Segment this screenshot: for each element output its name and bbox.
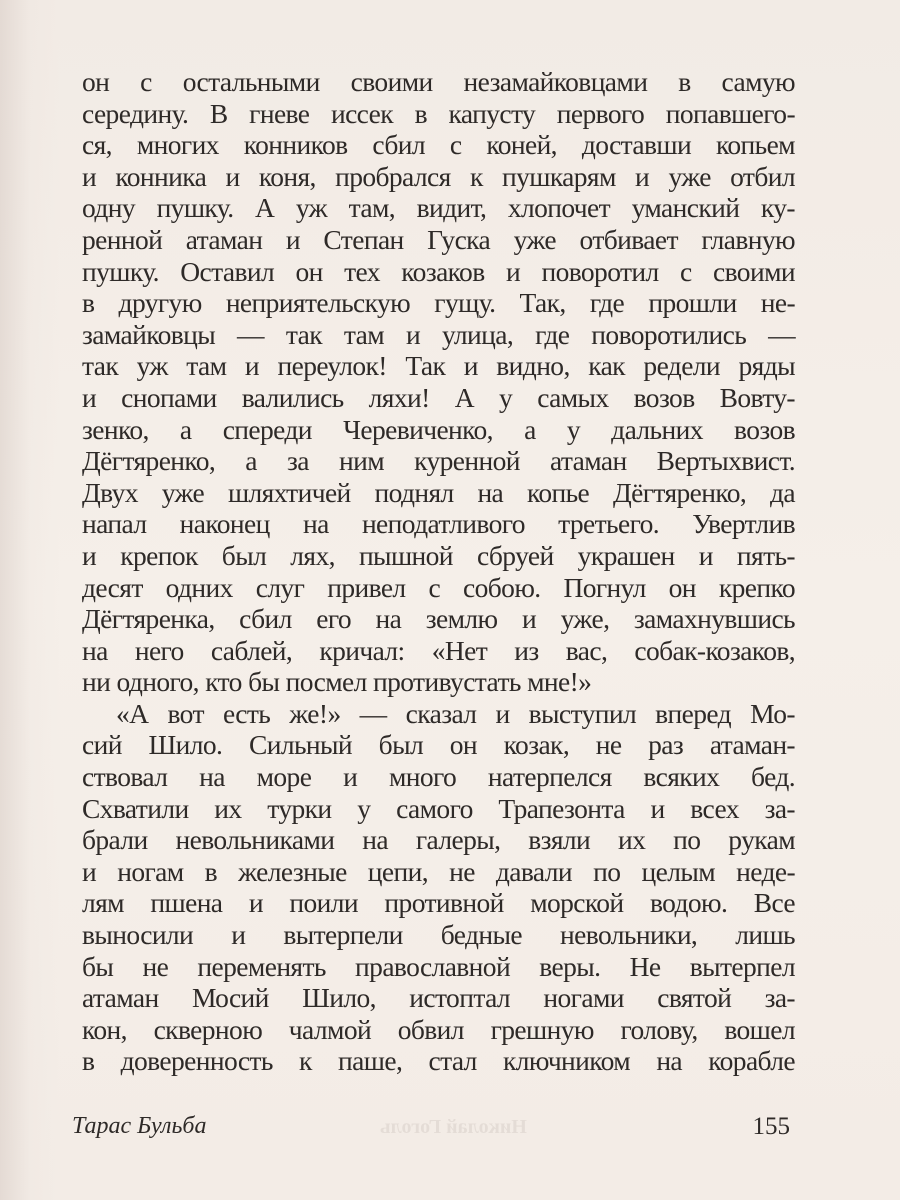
- paragraph-1: [82, 66, 795, 698]
- text-line: и снопами валились ляхи! А у самых возов Вовту-: [82, 381, 795, 413]
- text-line: Схватили их турки у самого Трапезонта и всех за-: [82, 792, 795, 824]
- text-line: кон, скверною чалмой обвил грешную голову, вошел: [82, 1013, 795, 1045]
- text-line: на него саблей, кричал: «Нет из вас, собак-козаков,: [82, 634, 795, 666]
- text-line: в другую неприятельскую гущу. Так, где прошли не-: [82, 287, 795, 319]
- text-line: «А вот есть же!» — сказал и выступил вперед Мо-: [116, 697, 795, 729]
- text-line: Дёгтяренка, сбил его на землю и уже, замахнувшись: [82, 603, 795, 635]
- text-line: ренной атаман и Степан Гуска уже отбивает главную: [82, 223, 795, 255]
- text-line: брали невольниками на галеры, взяли их по рукам: [82, 824, 795, 856]
- text-line: в доверенность к паше, стал ключником на корабле: [82, 1045, 795, 1077]
- text-line: Дёгтяренко, а за ним куренной атаман Вертыхвист.: [82, 445, 795, 477]
- body-text: [82, 66, 795, 1077]
- text-line: так уж там и переулок! Так и видно, как редели ряды: [82, 350, 795, 382]
- text-line: пушку. Оставил он тех козаков и поворотил с своими: [82, 255, 795, 287]
- text-line: и крепок был лях, пышной сбруей украшен и пять-: [82, 539, 795, 571]
- text-line: зенко, а спереди Черевиченко, а у дальних возов: [82, 413, 795, 445]
- text-line: и конника и коня, пробрался к пушкарям и уже отбил: [82, 160, 795, 192]
- text-line: бы не переменять православной веры. Не вытерпел: [82, 950, 795, 982]
- text-line: и ногам в железные цепи, не давали по целым неде-: [82, 855, 795, 887]
- text-line: выносили и вытерпели бедные невольники, лишь: [82, 919, 795, 951]
- paragraph-2: [82, 698, 795, 1077]
- text-line: одну пушку. А уж там, видит, хлопочет уманский ку-: [82, 192, 795, 224]
- text-line: ся, многих конников сбил с коней, доставши копьем: [82, 129, 795, 161]
- text-line: сий Шило. Сильный был он козак, не раз атаман-: [82, 729, 795, 761]
- text-line: десят одних слуг привел с собою. Погнул он крепко: [82, 571, 795, 603]
- text-line: середину. В гневе иссек в капусту первого попавшего-: [82, 97, 795, 129]
- text-line: лям пшена и поили противной морской водою. Все: [82, 887, 795, 919]
- text-line: Двух уже шляхтичей поднял на копье Дёгтяренко, да: [82, 476, 795, 508]
- text-line: ствовал на море и много натерпелся всяких бед.: [82, 761, 795, 793]
- text-line: он с остальными своими незамайковцами в самую: [82, 66, 795, 97]
- text-line: ни одного, кто бы посмел противустать мне!»: [82, 666, 592, 698]
- text-line: замайковцы — так там и улица, где поворотились —: [82, 318, 795, 350]
- running-title: Тарас Бульба: [72, 1113, 207, 1139]
- text-line: атаман Мосий Шило, истоптал ногами святой за-: [82, 982, 795, 1014]
- bleed-through-text: Николай Гоголь: [380, 1116, 527, 1138]
- page-number: 155: [752, 1113, 790, 1140]
- text-line: напал наконец на неподатливого третьего. Увертлив: [82, 508, 795, 540]
